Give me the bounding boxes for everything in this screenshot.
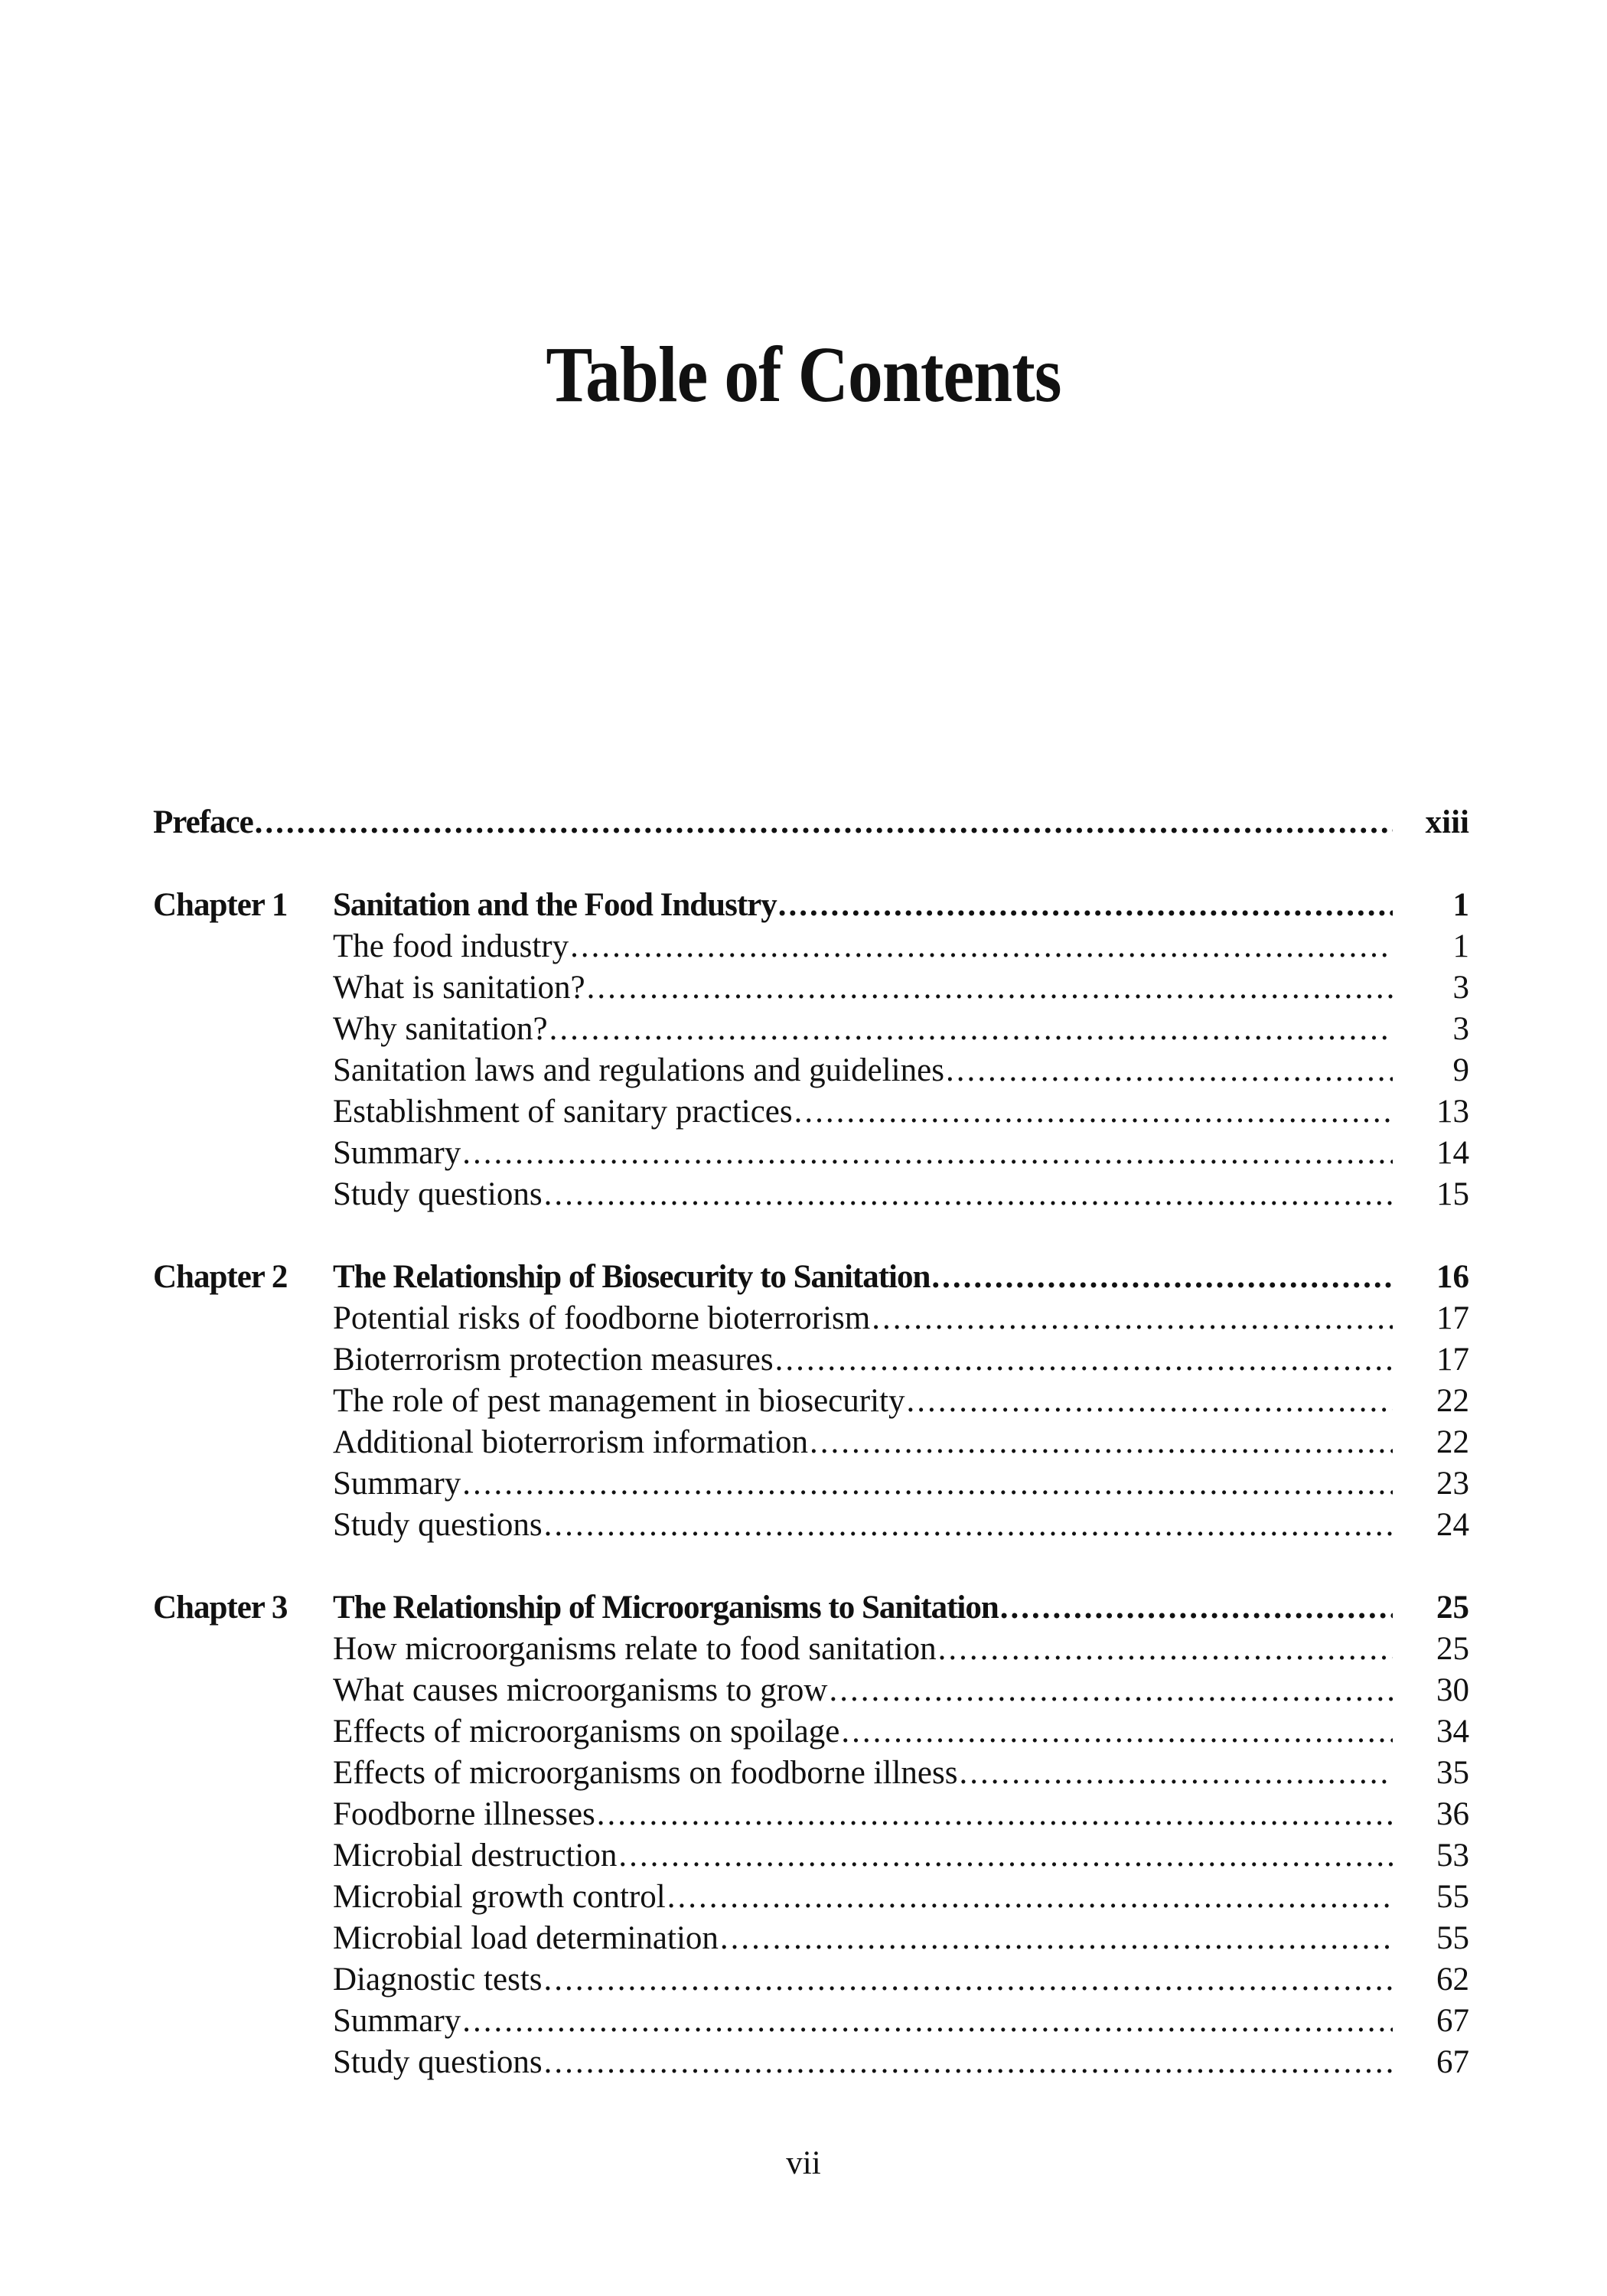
toc-section[interactable] — [153, 1339, 1469, 1381]
section-title: Establishment of sanitary practices — [333, 1094, 793, 1130]
preface-page: xiii — [1425, 804, 1469, 840]
section-page: 14 — [1436, 1135, 1469, 1171]
toc-section[interactable] — [153, 1505, 1469, 1546]
toc-chapter-3[interactable] — [153, 1587, 1469, 1629]
dot-leader — [544, 1174, 1393, 1215]
toc-section[interactable] — [153, 1877, 1469, 1918]
chapter-page: 25 — [1436, 1590, 1469, 1626]
toc-list — [153, 802, 1469, 2083]
toc-section[interactable] — [153, 2042, 1469, 2083]
toc-chapter-2[interactable] — [153, 1257, 1469, 1298]
toc-section[interactable] — [153, 967, 1469, 1009]
dot-leader — [462, 1133, 1393, 1174]
section-title: Potential risks of foodborne bioterrorism — [333, 1300, 871, 1336]
dot-leader — [462, 2001, 1393, 2042]
section-page: 30 — [1436, 1672, 1469, 1708]
section-page: 15 — [1436, 1176, 1469, 1212]
dot-leader — [938, 1629, 1393, 1670]
section-title: Study questions — [333, 1176, 543, 1212]
section-page: 13 — [1436, 1094, 1469, 1130]
section-title: Diagnostic tests — [333, 1962, 543, 1998]
dot-leader — [794, 1091, 1393, 1133]
section-title: How microorganisms relate to food sanitation — [333, 1631, 937, 1667]
dot-leader — [775, 1339, 1393, 1381]
section-title: The role of pest management in biosecurity — [333, 1383, 905, 1419]
toc-section[interactable] — [153, 1381, 1469, 1422]
dot-leader — [618, 1835, 1393, 1877]
dot-leader — [255, 802, 1393, 843]
chapter-label: Chapter 2 — [153, 1259, 288, 1295]
section-page: 23 — [1436, 1466, 1469, 1502]
section-title: Summary — [333, 1466, 461, 1502]
section-title: The food industry — [333, 928, 569, 964]
section-title: Additional bioterrorism information — [333, 1424, 809, 1460]
section-page: 22 — [1436, 1424, 1469, 1460]
dot-leader — [959, 1753, 1393, 1794]
chapter-label: Chapter 3 — [153, 1590, 288, 1626]
toc-section[interactable] — [153, 1959, 1469, 2001]
dot-leader — [841, 1711, 1393, 1753]
section-page: 17 — [1436, 1300, 1469, 1336]
section-title: Effects of microorganisms on spoilage — [333, 1714, 840, 1750]
page-number: vii — [786, 2145, 821, 2181]
section-page: 3 — [1452, 970, 1469, 1006]
section-title: What causes microorganisms to grow — [333, 1672, 828, 1708]
toc-section[interactable] — [153, 1753, 1469, 1794]
section-title: Sanitation laws and regulations and guidelines — [333, 1052, 944, 1088]
section-page: 9 — [1452, 1052, 1469, 1088]
dot-leader — [667, 1877, 1393, 1918]
toc-section[interactable] — [153, 1009, 1469, 1050]
dot-leader — [544, 1959, 1393, 2001]
toc-section[interactable] — [153, 1174, 1469, 1215]
dot-leader — [597, 1794, 1393, 1835]
toc-section[interactable] — [153, 2001, 1469, 2042]
dot-leader — [587, 967, 1393, 1009]
chapter-title: Sanitation and the Food Industry — [333, 887, 777, 923]
section-page: 55 — [1436, 1920, 1469, 1956]
toc-section[interactable] — [153, 1422, 1469, 1463]
preface-label: Preface — [153, 804, 253, 840]
toc-section[interactable] — [153, 926, 1469, 967]
toc-section[interactable] — [153, 1670, 1469, 1711]
dot-leader — [946, 1050, 1393, 1091]
section-page: 22 — [1436, 1383, 1469, 1419]
dot-leader — [544, 2042, 1393, 2083]
section-title: Microbial growth control — [333, 1879, 666, 1915]
section-page: 53 — [1436, 1838, 1469, 1874]
chapter-page: 16 — [1436, 1259, 1469, 1295]
chapter-title: The Relationship of Microorganisms to Sanitation — [333, 1590, 999, 1626]
dot-leader — [906, 1381, 1393, 1422]
section-title: Microbial destruction — [333, 1838, 618, 1874]
section-page: 55 — [1436, 1879, 1469, 1915]
dot-leader — [829, 1670, 1393, 1711]
toc-section[interactable] — [153, 1050, 1469, 1091]
dot-leader — [544, 1505, 1393, 1546]
toc-section[interactable] — [153, 1091, 1469, 1133]
toc-section[interactable] — [153, 1298, 1469, 1339]
toc-section[interactable] — [153, 1794, 1469, 1835]
section-title: Summary — [333, 1135, 461, 1171]
dot-leader — [549, 1009, 1393, 1050]
toc-section[interactable] — [153, 1629, 1469, 1670]
dot-leader — [570, 926, 1393, 967]
section-title: Summary — [333, 2003, 461, 2039]
toc-entry-preface[interactable] — [153, 802, 1469, 843]
section-page: 3 — [1452, 1011, 1469, 1047]
section-page: 25 — [1436, 1631, 1469, 1667]
section-page: 24 — [1436, 1507, 1469, 1543]
section-page: 62 — [1436, 1962, 1469, 1998]
section-page: 1 — [1452, 928, 1469, 964]
chapter-title: The Relationship of Biosecurity to Sanitation — [333, 1259, 931, 1295]
section-title: Microbial load determination — [333, 1920, 719, 1956]
section-title: Why sanitation? — [333, 1011, 548, 1047]
section-page: 36 — [1436, 1796, 1469, 1832]
section-page: 67 — [1436, 2044, 1469, 2080]
section-title: Study questions — [333, 2044, 543, 2080]
chapter-label: Chapter 1 — [153, 887, 288, 923]
toc-section[interactable] — [153, 1918, 1469, 1959]
toc-section[interactable] — [153, 1835, 1469, 1877]
section-page: 67 — [1436, 2003, 1469, 2039]
page-title: Table of Contents — [546, 331, 1061, 419]
dot-leader — [931, 1257, 1393, 1298]
toc-section[interactable] — [153, 1463, 1469, 1505]
section-title: Foodborne illnesses — [333, 1796, 595, 1832]
section-page: 17 — [1436, 1342, 1469, 1378]
dot-leader — [778, 885, 1393, 926]
section-title: Study questions — [333, 1507, 543, 1543]
dot-leader — [1000, 1587, 1393, 1629]
section-title: What is sanitation? — [333, 970, 585, 1006]
chapter-page: 1 — [1452, 887, 1469, 923]
dot-leader — [810, 1422, 1393, 1463]
toc-section[interactable] — [153, 1133, 1469, 1174]
dot-leader — [462, 1463, 1393, 1505]
toc-chapter-1[interactable] — [153, 885, 1469, 926]
section-title: Bioterrorism protection measures — [333, 1342, 774, 1378]
dot-leader — [720, 1918, 1393, 1959]
section-title: Effects of microorganisms on foodborne illness — [333, 1755, 958, 1791]
toc-section[interactable] — [153, 1711, 1469, 1753]
dot-leader — [872, 1298, 1393, 1339]
section-page: 34 — [1436, 1714, 1469, 1750]
section-page: 35 — [1436, 1755, 1469, 1791]
